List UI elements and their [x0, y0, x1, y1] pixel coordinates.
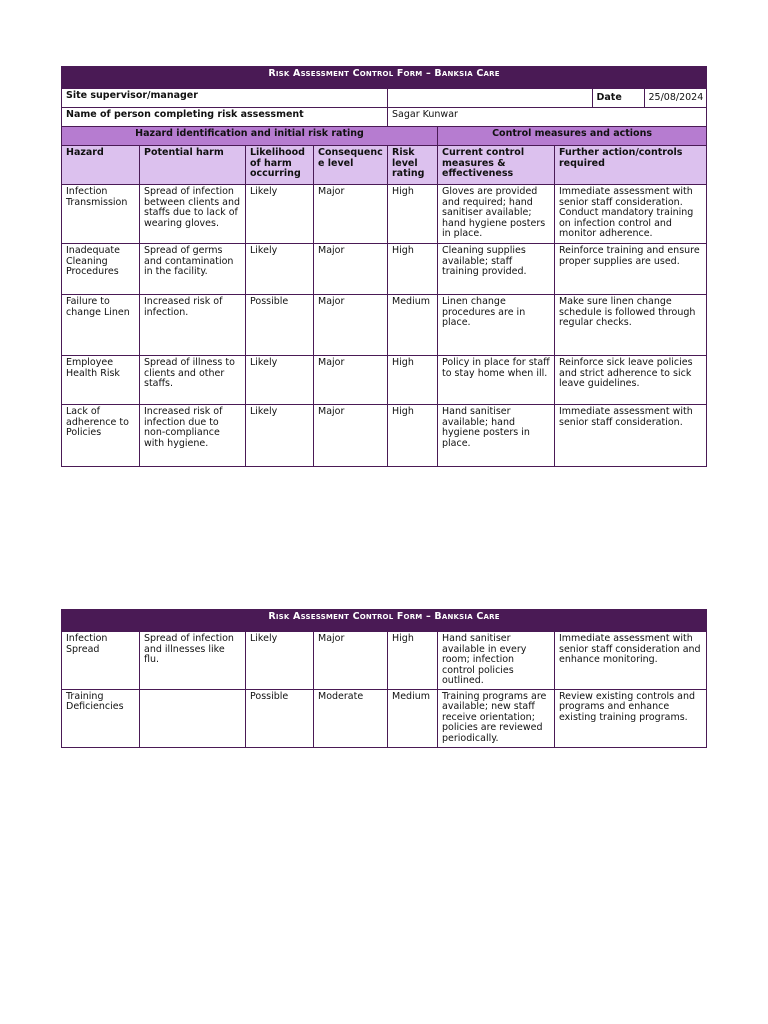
cell-hazard: Training Deficiencies — [62, 689, 140, 747]
risk-assessment-table-page-2 — [61, 609, 707, 748]
risk-assessment-table-page-1 — [61, 66, 707, 467]
cell-consequence: Major — [314, 356, 388, 405]
date-value[interactable]: 25/08/2024 — [648, 91, 704, 103]
cell-consequence: Major — [314, 632, 388, 690]
table-row — [62, 632, 707, 690]
cell-hazard: Infection Transmission — [62, 185, 140, 244]
table-row — [62, 185, 707, 244]
cell-consequence: Major — [314, 295, 388, 356]
section-hazard-identification: Hazard identification and initial risk rating — [62, 127, 438, 146]
cell-likelihood: Likely — [246, 244, 314, 295]
cell-risk: High — [388, 244, 438, 295]
cell-consequence: Major — [314, 405, 388, 467]
supervisor-field[interactable] — [388, 89, 707, 108]
col-header-harm: Potential harm — [140, 146, 246, 185]
cell-further: Immediate assessment with senior staff consideration. — [555, 405, 707, 467]
col-header-likelihood: Likelihood of harm occurring — [246, 146, 314, 185]
cell-harm: Spread of germs and contamination in the facility. — [140, 244, 246, 295]
cell-risk: High — [388, 405, 438, 467]
cell-risk: High — [388, 356, 438, 405]
cell-hazard: Employee Health Risk — [62, 356, 140, 405]
cell-hazard: Infection Spread — [62, 632, 140, 690]
cell-further: Review existing controls and programs and enhance existing training programs. — [555, 689, 707, 747]
cell-further: Immediate assessment with senior staff consideration. Conduct mandatory training on infection control and monitor adherence. — [555, 185, 707, 244]
cell-current: Hand sanitiser available in every room; infection control policies outlined. — [438, 632, 555, 690]
table-row — [62, 405, 707, 467]
table-row — [62, 356, 707, 405]
cell-current: Hand sanitiser available; hand hygiene posters in place. — [438, 405, 555, 467]
cell-likelihood: Likely — [246, 185, 314, 244]
cell-harm: Increased risk of infection due to non-compliance with hygiene. — [140, 405, 246, 467]
cell-likelihood: Likely — [246, 356, 314, 405]
cell-likelihood: Possible — [246, 689, 314, 747]
cell-current: Cleaning supplies available; staff training provided. — [438, 244, 555, 295]
cell-further: Reinforce sick leave policies and strict adherence to sick leave guidelines. — [555, 356, 707, 405]
form-title: Risk Assessment Control Form – Banksia Care — [62, 610, 707, 632]
cell-further: Make sure linen change schedule is followed through regular checks. — [555, 295, 707, 356]
cell-current: Policy in place for staff to stay home when ill. — [438, 356, 555, 405]
cell-harm: Increased risk of infection. — [140, 295, 246, 356]
supervisor-value[interactable] — [388, 89, 592, 107]
cell-consequence: Major — [314, 244, 388, 295]
cell-harm — [140, 689, 246, 747]
cell-risk: Medium — [388, 295, 438, 356]
cell-further: Immediate assessment with senior staff consideration and enhance monitoring. — [555, 632, 707, 690]
col-header-risk: Risk level rating — [388, 146, 438, 185]
col-header-further: Further action/controls required — [555, 146, 707, 185]
cell-current: Linen change procedures are in place. — [438, 295, 555, 356]
table-row — [62, 244, 707, 295]
cell-current: Training programs are available; new staff receive orientation; policies are reviewed periodically. — [438, 689, 555, 747]
assessor-value[interactable]: Sagar Kunwar — [388, 108, 707, 127]
col-header-current: Current control measures & effectiveness — [438, 146, 555, 185]
cell-risk: High — [388, 632, 438, 690]
cell-hazard: Lack of adherence to Policies — [62, 405, 140, 467]
assessor-label: Name of person completing risk assessment — [62, 108, 388, 127]
form-title: Risk Assessment Control Form – Banksia Care — [62, 67, 707, 89]
cell-risk: High — [388, 185, 438, 244]
table-row — [62, 295, 707, 356]
cell-likelihood: Possible — [246, 295, 314, 356]
cell-hazard: Inadequate Cleaning Procedures — [62, 244, 140, 295]
cell-likelihood: Likely — [246, 632, 314, 690]
cell-further: Reinforce training and ensure proper supplies are used. — [555, 244, 707, 295]
cell-consequence: Major — [314, 185, 388, 244]
cell-risk: Medium — [388, 689, 438, 747]
cell-consequence: Moderate — [314, 689, 388, 747]
supervisor-label: Site supervisor/manager — [62, 89, 388, 108]
table-row — [62, 689, 707, 747]
cell-harm: Spread of infection and illnesses like flu. — [140, 632, 246, 690]
cell-harm: Spread of infection between clients and staffs due to lack of wearing gloves. — [140, 185, 246, 244]
date-label: Date — [592, 89, 644, 107]
col-header-hazard: Hazard — [62, 146, 140, 185]
cell-harm: Spread of illness to clients and other staffs. — [140, 356, 246, 405]
col-header-consequence: Consequenc e level — [314, 146, 388, 185]
cell-current: Gloves are provided and required; hand sanitiser available; hand hygiene posters in place. — [438, 185, 555, 244]
cell-likelihood: Likely — [246, 405, 314, 467]
cell-hazard: Failure to change Linen — [62, 295, 140, 356]
section-control-measures: Control measures and actions — [438, 127, 707, 146]
